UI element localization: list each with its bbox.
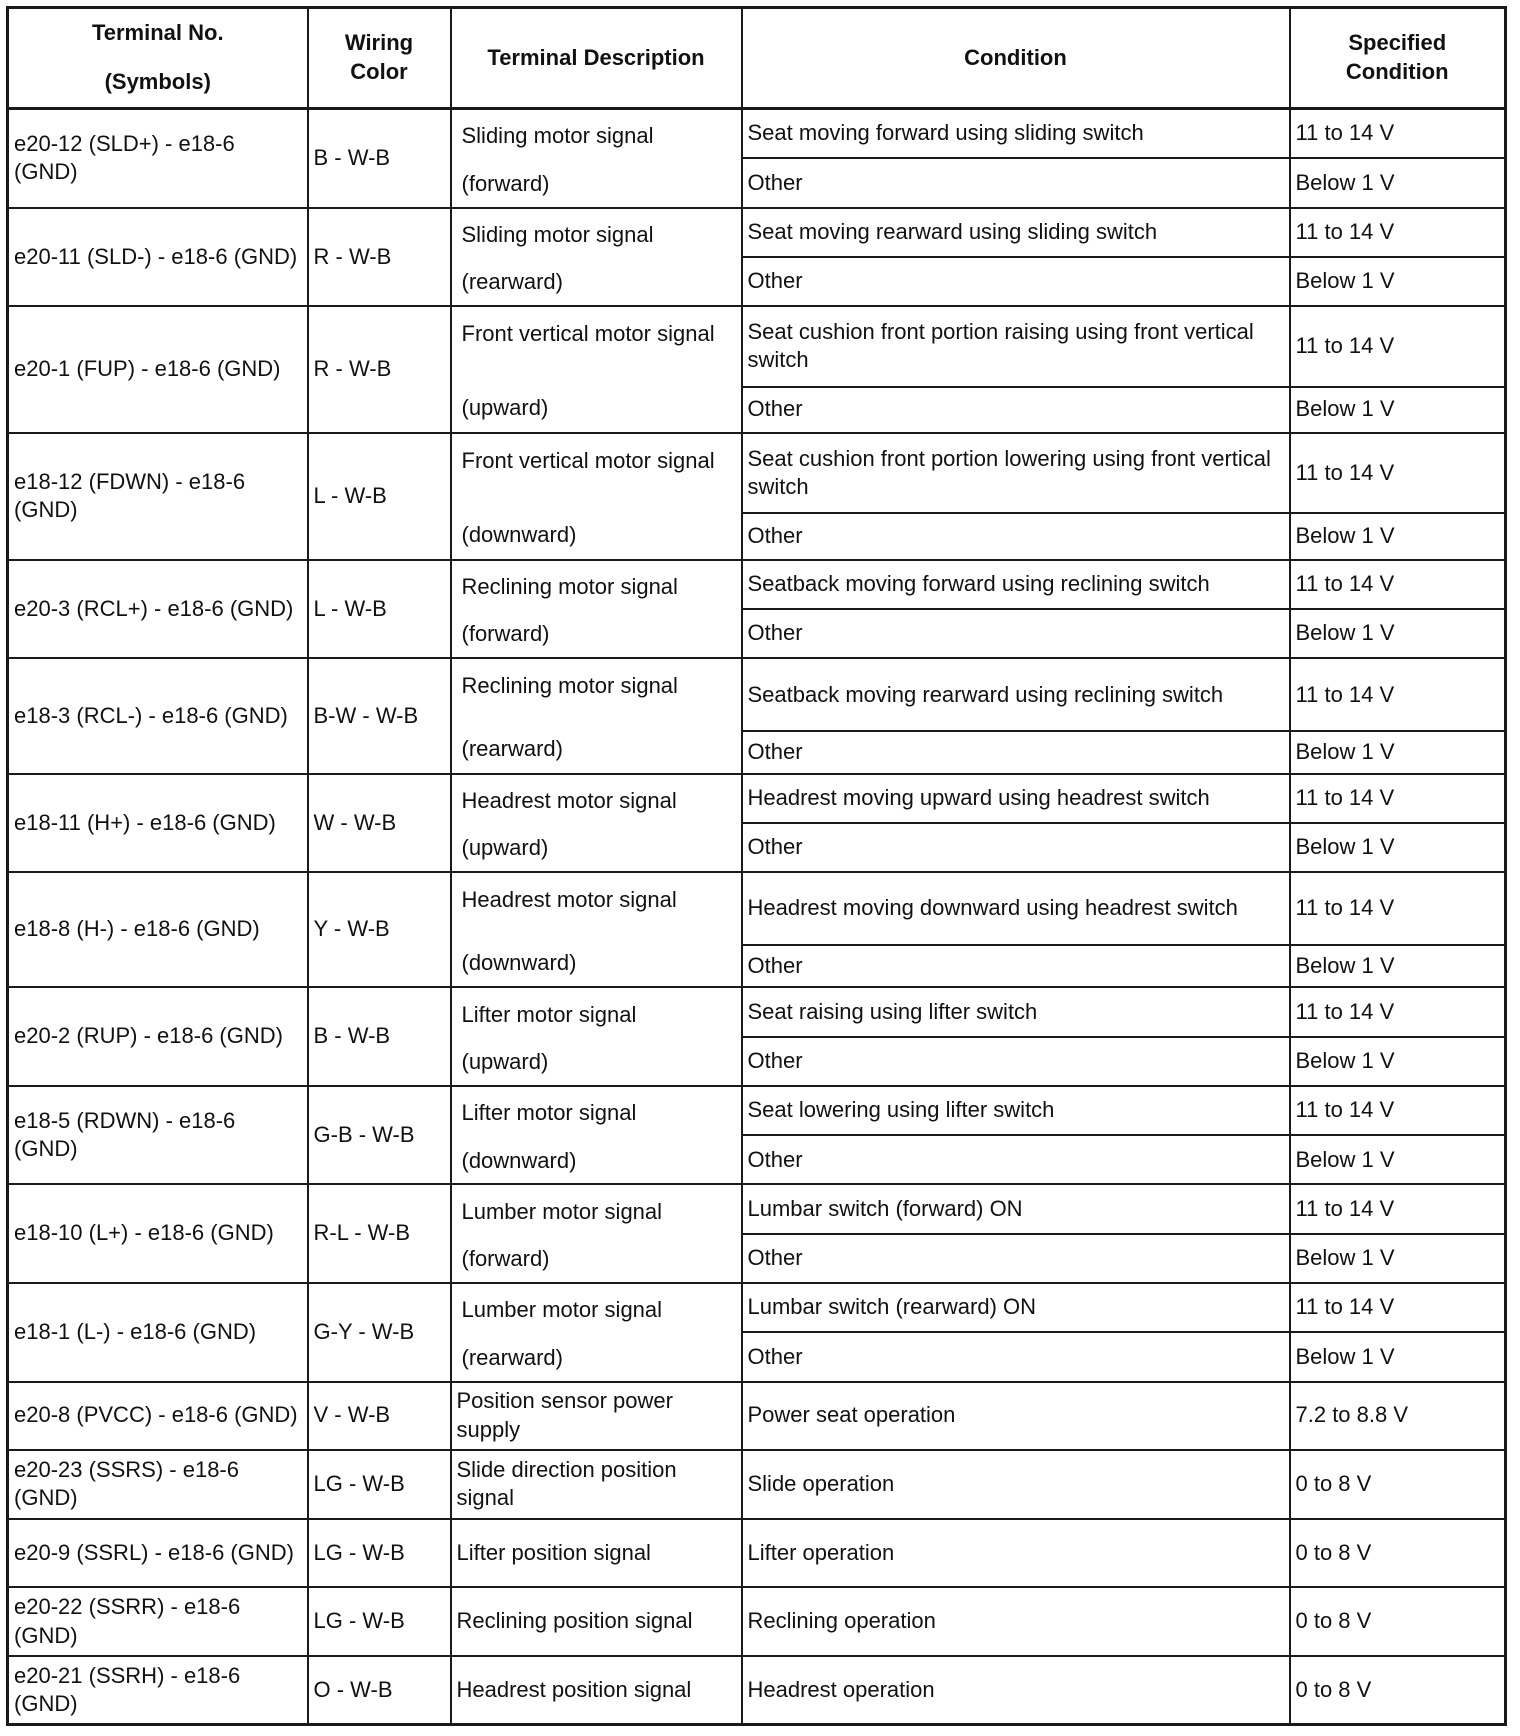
description-main: Lumber motor signal — [461, 1198, 663, 1224]
description-wrap — [457, 1288, 736, 1376]
header-terminal-description: Terminal Description — [451, 8, 742, 109]
condition-cell: Other — [742, 1037, 1290, 1086]
specified-condition-cell: 0 to 8 V — [1290, 1519, 1506, 1587]
terminal-cell: e18-12 (FDWN) - e18-6 (GND) — [8, 433, 308, 560]
condition-cell: Other — [742, 257, 1290, 306]
condition-cell: Power seat operation — [742, 1382, 1290, 1450]
terminal-cell: e18-8 (H-) - e18-6 (GND) — [8, 872, 308, 987]
description-main: Front vertical motor signal — [461, 447, 715, 473]
wiring-color-cell: V - W-B — [308, 1382, 451, 1450]
specified-condition-cell: Below 1 V — [1290, 387, 1506, 433]
terminal-description-cell — [451, 109, 742, 208]
table-row — [8, 560, 1506, 609]
terminal-description-cell — [451, 560, 742, 659]
wiring-color-cell: LG - W-B — [308, 1587, 451, 1656]
description-main: Sliding motor signal — [461, 221, 654, 247]
terminal-description-cell — [451, 306, 742, 433]
specified-condition-cell: 0 to 8 V — [1290, 1587, 1506, 1656]
condition-cell: Reclining operation — [742, 1587, 1290, 1656]
condition-cell: Other — [742, 609, 1290, 658]
specified-condition-cell: 11 to 14 V — [1290, 658, 1506, 731]
specified-condition-cell: Below 1 V — [1290, 1234, 1506, 1283]
specified-condition-cell: Below 1 V — [1290, 1332, 1506, 1381]
terminal-description-cell — [451, 1184, 742, 1283]
wiring-color-cell: LG - W-B — [308, 1450, 451, 1519]
specified-condition-cell: Below 1 V — [1290, 1037, 1506, 1086]
terminal-cell: e20-1 (FUP) - e18-6 (GND) — [8, 306, 308, 433]
description-sub: (rearward) — [461, 1344, 563, 1370]
table-row — [8, 774, 1506, 823]
table-row — [8, 1184, 1506, 1233]
terminal-cell: e18-10 (L+) - e18-6 (GND) — [8, 1184, 308, 1283]
terminal-description-cell: Slide direction position signal — [451, 1450, 742, 1519]
table-row — [8, 987, 1506, 1036]
terminal-description-cell — [451, 987, 742, 1086]
description-sub: (downward) — [461, 522, 577, 548]
specified-condition-cell: Below 1 V — [1290, 158, 1506, 208]
condition-cell: Other — [742, 1234, 1290, 1283]
condition-cell: Other — [742, 513, 1290, 559]
header-terminal-line2: (Symbols) — [104, 69, 211, 94]
wiring-color-cell: G-B - W-B — [308, 1086, 451, 1185]
description-sub: (rearward) — [461, 736, 563, 762]
terminal-cell: e20-8 (PVCC) - e18-6 (GND) — [8, 1382, 308, 1450]
wiring-color-cell: LG - W-B — [308, 1519, 451, 1587]
condition-cell: Seat moving rearward using sliding switch — [742, 208, 1290, 257]
wiring-color-cell: L - W-B — [308, 560, 451, 659]
condition-cell: Other — [742, 387, 1290, 433]
description-sub: (forward) — [461, 170, 550, 196]
specified-condition-cell: 0 to 8 V — [1290, 1450, 1506, 1519]
description-sub: (upward) — [461, 835, 549, 861]
table-row — [8, 1656, 1506, 1724]
wiring-color-cell: Y - W-B — [308, 872, 451, 987]
table-header — [8, 8, 1506, 109]
specified-condition-cell: 11 to 14 V — [1290, 1184, 1506, 1233]
condition-cell: Seat cushion front portion lowering using front vertical switch — [742, 433, 1290, 514]
description-wrap — [457, 878, 736, 982]
header-terminal-no — [8, 8, 308, 109]
table-row — [8, 109, 1506, 159]
wiring-color-cell: R-L - W-B — [308, 1184, 451, 1283]
wiring-color-cell: O - W-B — [308, 1656, 451, 1724]
specified-condition-cell: 11 to 14 V — [1290, 433, 1506, 514]
specified-condition-cell: Below 1 V — [1290, 731, 1506, 773]
terminal-cell: e20-11 (SLD-) - e18-6 (GND) — [8, 208, 308, 307]
description-wrap — [457, 565, 736, 653]
condition-cell: Lumbar switch (rearward) ON — [742, 1283, 1290, 1332]
terminal-description-cell: Headrest position signal — [451, 1656, 742, 1724]
condition-cell: Headrest moving downward using headrest switch — [742, 872, 1290, 945]
condition-cell: Other — [742, 1135, 1290, 1184]
terminal-cell: e18-3 (RCL-) - e18-6 (GND) — [8, 658, 308, 773]
terminal-cell: e20-3 (RCL+) - e18-6 (GND) — [8, 560, 308, 659]
header-wiring-color — [308, 8, 451, 109]
specified-condition-cell: Below 1 V — [1290, 513, 1506, 559]
table-row — [8, 1086, 1506, 1135]
description-wrap — [457, 114, 736, 202]
condition-cell: Headrest operation — [742, 1656, 1290, 1724]
header-specified-condition — [1290, 8, 1506, 109]
table-body — [8, 109, 1506, 1725]
description-wrap — [457, 439, 736, 554]
specified-condition-cell: 11 to 14 V — [1290, 774, 1506, 823]
specified-condition-cell: 11 to 14 V — [1290, 109, 1506, 159]
description-wrap — [457, 993, 736, 1081]
terminal-cell: e20-23 (SSRS) - e18-6 (GND) — [8, 1450, 308, 1519]
table-row — [8, 1382, 1506, 1450]
condition-cell: Seat raising using lifter switch — [742, 987, 1290, 1036]
terminal-inspection-table — [6, 6, 1507, 1726]
specified-condition-cell: 11 to 14 V — [1290, 560, 1506, 609]
description-wrap — [457, 779, 736, 867]
wiring-color-cell: B - W-B — [308, 987, 451, 1086]
terminal-description-cell: Position sensor power supply — [451, 1382, 742, 1450]
terminal-cell: e18-5 (RDWN) - e18-6 (GND) — [8, 1086, 308, 1185]
description-main: Lifter motor signal — [461, 1100, 637, 1126]
description-sub: (forward) — [461, 1246, 550, 1272]
description-wrap — [457, 213, 736, 301]
header-spec-line2: Condition — [1345, 59, 1449, 84]
description-main: Reclining motor signal — [461, 574, 678, 600]
description-sub: (rearward) — [461, 269, 563, 295]
table-row — [8, 1587, 1506, 1656]
condition-cell: Seat cushion front portion raising using front vertical switch — [742, 306, 1290, 387]
terminal-description-cell: Lifter position signal — [451, 1519, 742, 1587]
condition-cell: Lumbar switch (forward) ON — [742, 1184, 1290, 1233]
description-sub: (upward) — [461, 395, 549, 421]
description-main: Lumber motor signal — [461, 1297, 663, 1323]
wiring-color-cell: L - W-B — [308, 433, 451, 560]
terminal-description-cell — [451, 774, 742, 873]
terminal-description-cell — [451, 658, 742, 773]
description-wrap — [457, 312, 736, 427]
specified-condition-cell: Below 1 V — [1290, 823, 1506, 872]
table-row — [8, 306, 1506, 387]
terminal-description-cell — [451, 208, 742, 307]
description-wrap — [457, 1190, 736, 1278]
specified-condition-cell: Below 1 V — [1290, 1135, 1506, 1184]
terminal-cell: e20-12 (SLD+) - e18-6 (GND) — [8, 109, 308, 208]
specified-condition-cell: Below 1 V — [1290, 945, 1506, 987]
table-row — [8, 1519, 1506, 1587]
description-wrap — [457, 664, 736, 768]
condition-cell: Seatback moving rearward using reclining switch — [742, 658, 1290, 731]
wiring-color-cell: B - W-B — [308, 109, 451, 208]
table-row — [8, 208, 1506, 257]
header-wiring-line2: Color — [350, 59, 408, 84]
specified-condition-cell: 11 to 14 V — [1290, 1086, 1506, 1135]
terminal-description-cell — [451, 1283, 742, 1382]
terminal-description-cell — [451, 1086, 742, 1185]
terminal-cell: e18-11 (H+) - e18-6 (GND) — [8, 774, 308, 873]
description-sub: (upward) — [461, 1049, 549, 1075]
table-row — [8, 433, 1506, 514]
condition-cell: Seat lowering using lifter switch — [742, 1086, 1290, 1135]
table-row — [8, 658, 1506, 731]
terminal-description-cell — [451, 872, 742, 987]
header-condition: Condition — [742, 8, 1290, 109]
terminal-cell: e20-21 (SSRH) - e18-6 (GND) — [8, 1656, 308, 1724]
condition-cell: Seatback moving forward using reclining switch — [742, 560, 1290, 609]
header-terminal-line1: Terminal No. — [91, 20, 224, 46]
condition-cell: Other — [742, 1332, 1290, 1381]
description-sub: (downward) — [461, 950, 577, 976]
terminal-cell: e20-22 (SSRR) - e18-6 (GND) — [8, 1587, 308, 1656]
description-main: Sliding motor signal — [461, 123, 654, 149]
description-sub: (downward) — [461, 1147, 577, 1173]
condition-cell: Lifter operation — [742, 1519, 1290, 1587]
description-main: Headrest motor signal — [461, 886, 677, 912]
specified-condition-cell: 0 to 8 V — [1290, 1656, 1506, 1724]
terminal-cell: e18-1 (L-) - e18-6 (GND) — [8, 1283, 308, 1382]
description-wrap — [457, 1091, 736, 1179]
condition-cell: Other — [742, 158, 1290, 208]
description-sub: (forward) — [461, 621, 550, 647]
description-main: Reclining motor signal — [461, 672, 678, 698]
specified-condition-cell: 11 to 14 V — [1290, 208, 1506, 257]
header-wiring-line1: Wiring — [344, 30, 414, 56]
wiring-color-cell: R - W-B — [308, 208, 451, 307]
condition-cell: Headrest moving upward using headrest switch — [742, 774, 1290, 823]
description-main: Headrest motor signal — [461, 787, 677, 813]
header-spec-line1: Specified — [1348, 30, 1447, 56]
description-main: Front vertical motor signal — [461, 321, 715, 346]
header-terminal-gap — [14, 48, 302, 68]
condition-cell: Slide operation — [742, 1450, 1290, 1519]
wiring-color-cell: G-Y - W-B — [308, 1283, 451, 1382]
table-row — [8, 1283, 1506, 1332]
condition-cell: Other — [742, 823, 1290, 872]
specified-condition-cell: 7.2 to 8.8 V — [1290, 1382, 1506, 1450]
specified-condition-cell: 11 to 14 V — [1290, 987, 1506, 1036]
wiring-color-cell: W - W-B — [308, 774, 451, 873]
wiring-color-cell: R - W-B — [308, 306, 451, 433]
condition-cell: Other — [742, 731, 1290, 773]
specified-condition-cell: 11 to 14 V — [1290, 306, 1506, 387]
condition-cell: Other — [742, 945, 1290, 987]
specified-condition-cell: Below 1 V — [1290, 609, 1506, 658]
terminal-description-cell — [451, 433, 742, 560]
description-main: Lifter motor signal — [461, 1001, 637, 1027]
specified-condition-cell: 11 to 14 V — [1290, 1283, 1506, 1332]
terminal-cell: e20-2 (RUP) - e18-6 (GND) — [8, 987, 308, 1086]
header-row — [8, 8, 1506, 109]
condition-cell: Seat moving forward using sliding switch — [742, 109, 1290, 159]
table-row — [8, 872, 1506, 945]
specified-condition-cell: 11 to 14 V — [1290, 872, 1506, 945]
specified-condition-cell: Below 1 V — [1290, 257, 1506, 306]
terminal-description-cell: Reclining position signal — [451, 1587, 742, 1656]
terminal-cell: e20-9 (SSRL) - e18-6 (GND) — [8, 1519, 308, 1587]
wiring-color-cell: B-W - W-B — [308, 658, 451, 773]
table-row — [8, 1450, 1506, 1519]
